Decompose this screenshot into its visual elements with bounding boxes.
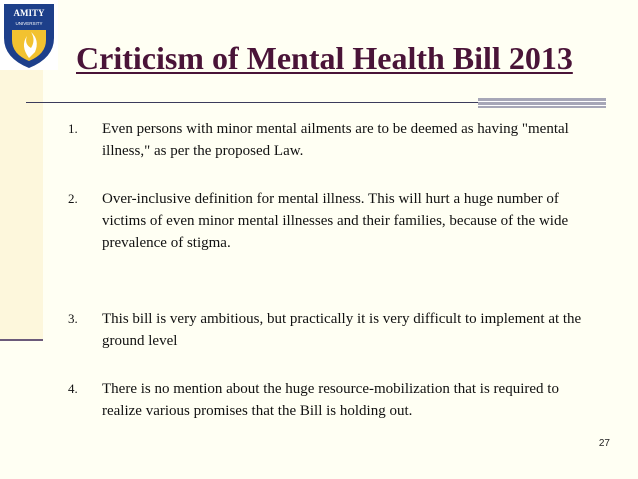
list-item-number: 3. bbox=[68, 311, 78, 326]
list-item-number: 2. bbox=[68, 191, 78, 206]
list-item-text: This bill is very ambitious, but practically it is very difficult to implement at the ground level bbox=[102, 311, 582, 349]
title-rule-accent bbox=[478, 98, 606, 108]
left-accent-line bbox=[0, 339, 43, 341]
list-item-text: There is no mention about the huge resource-mobilization that is required to realize various promises that the Bill is holding out. bbox=[102, 381, 559, 419]
list-item-number: 4. bbox=[68, 381, 78, 396]
slide-title: Criticism of Mental Health Bill 2013 bbox=[76, 40, 573, 76]
page-number: 27 bbox=[598, 438, 610, 449]
logo-subtitle-text: UNIVERSITY bbox=[15, 21, 43, 26]
list-item-number: 1. bbox=[68, 121, 78, 136]
amity-logo bbox=[0, 0, 58, 70]
left-accent-band bbox=[0, 70, 43, 341]
list-item-text: Over-inclusive definition for mental illness. This will hurt a huge number of victims of even minor mental illnesses and their families, because of the wide prevalence of stigma. bbox=[102, 191, 569, 251]
logo-title-text: AMITY bbox=[13, 8, 45, 18]
list-item-text: Even persons with minor mental ailments are to be deemed as having "mental illness," as per the proposed Law. bbox=[102, 121, 569, 159]
